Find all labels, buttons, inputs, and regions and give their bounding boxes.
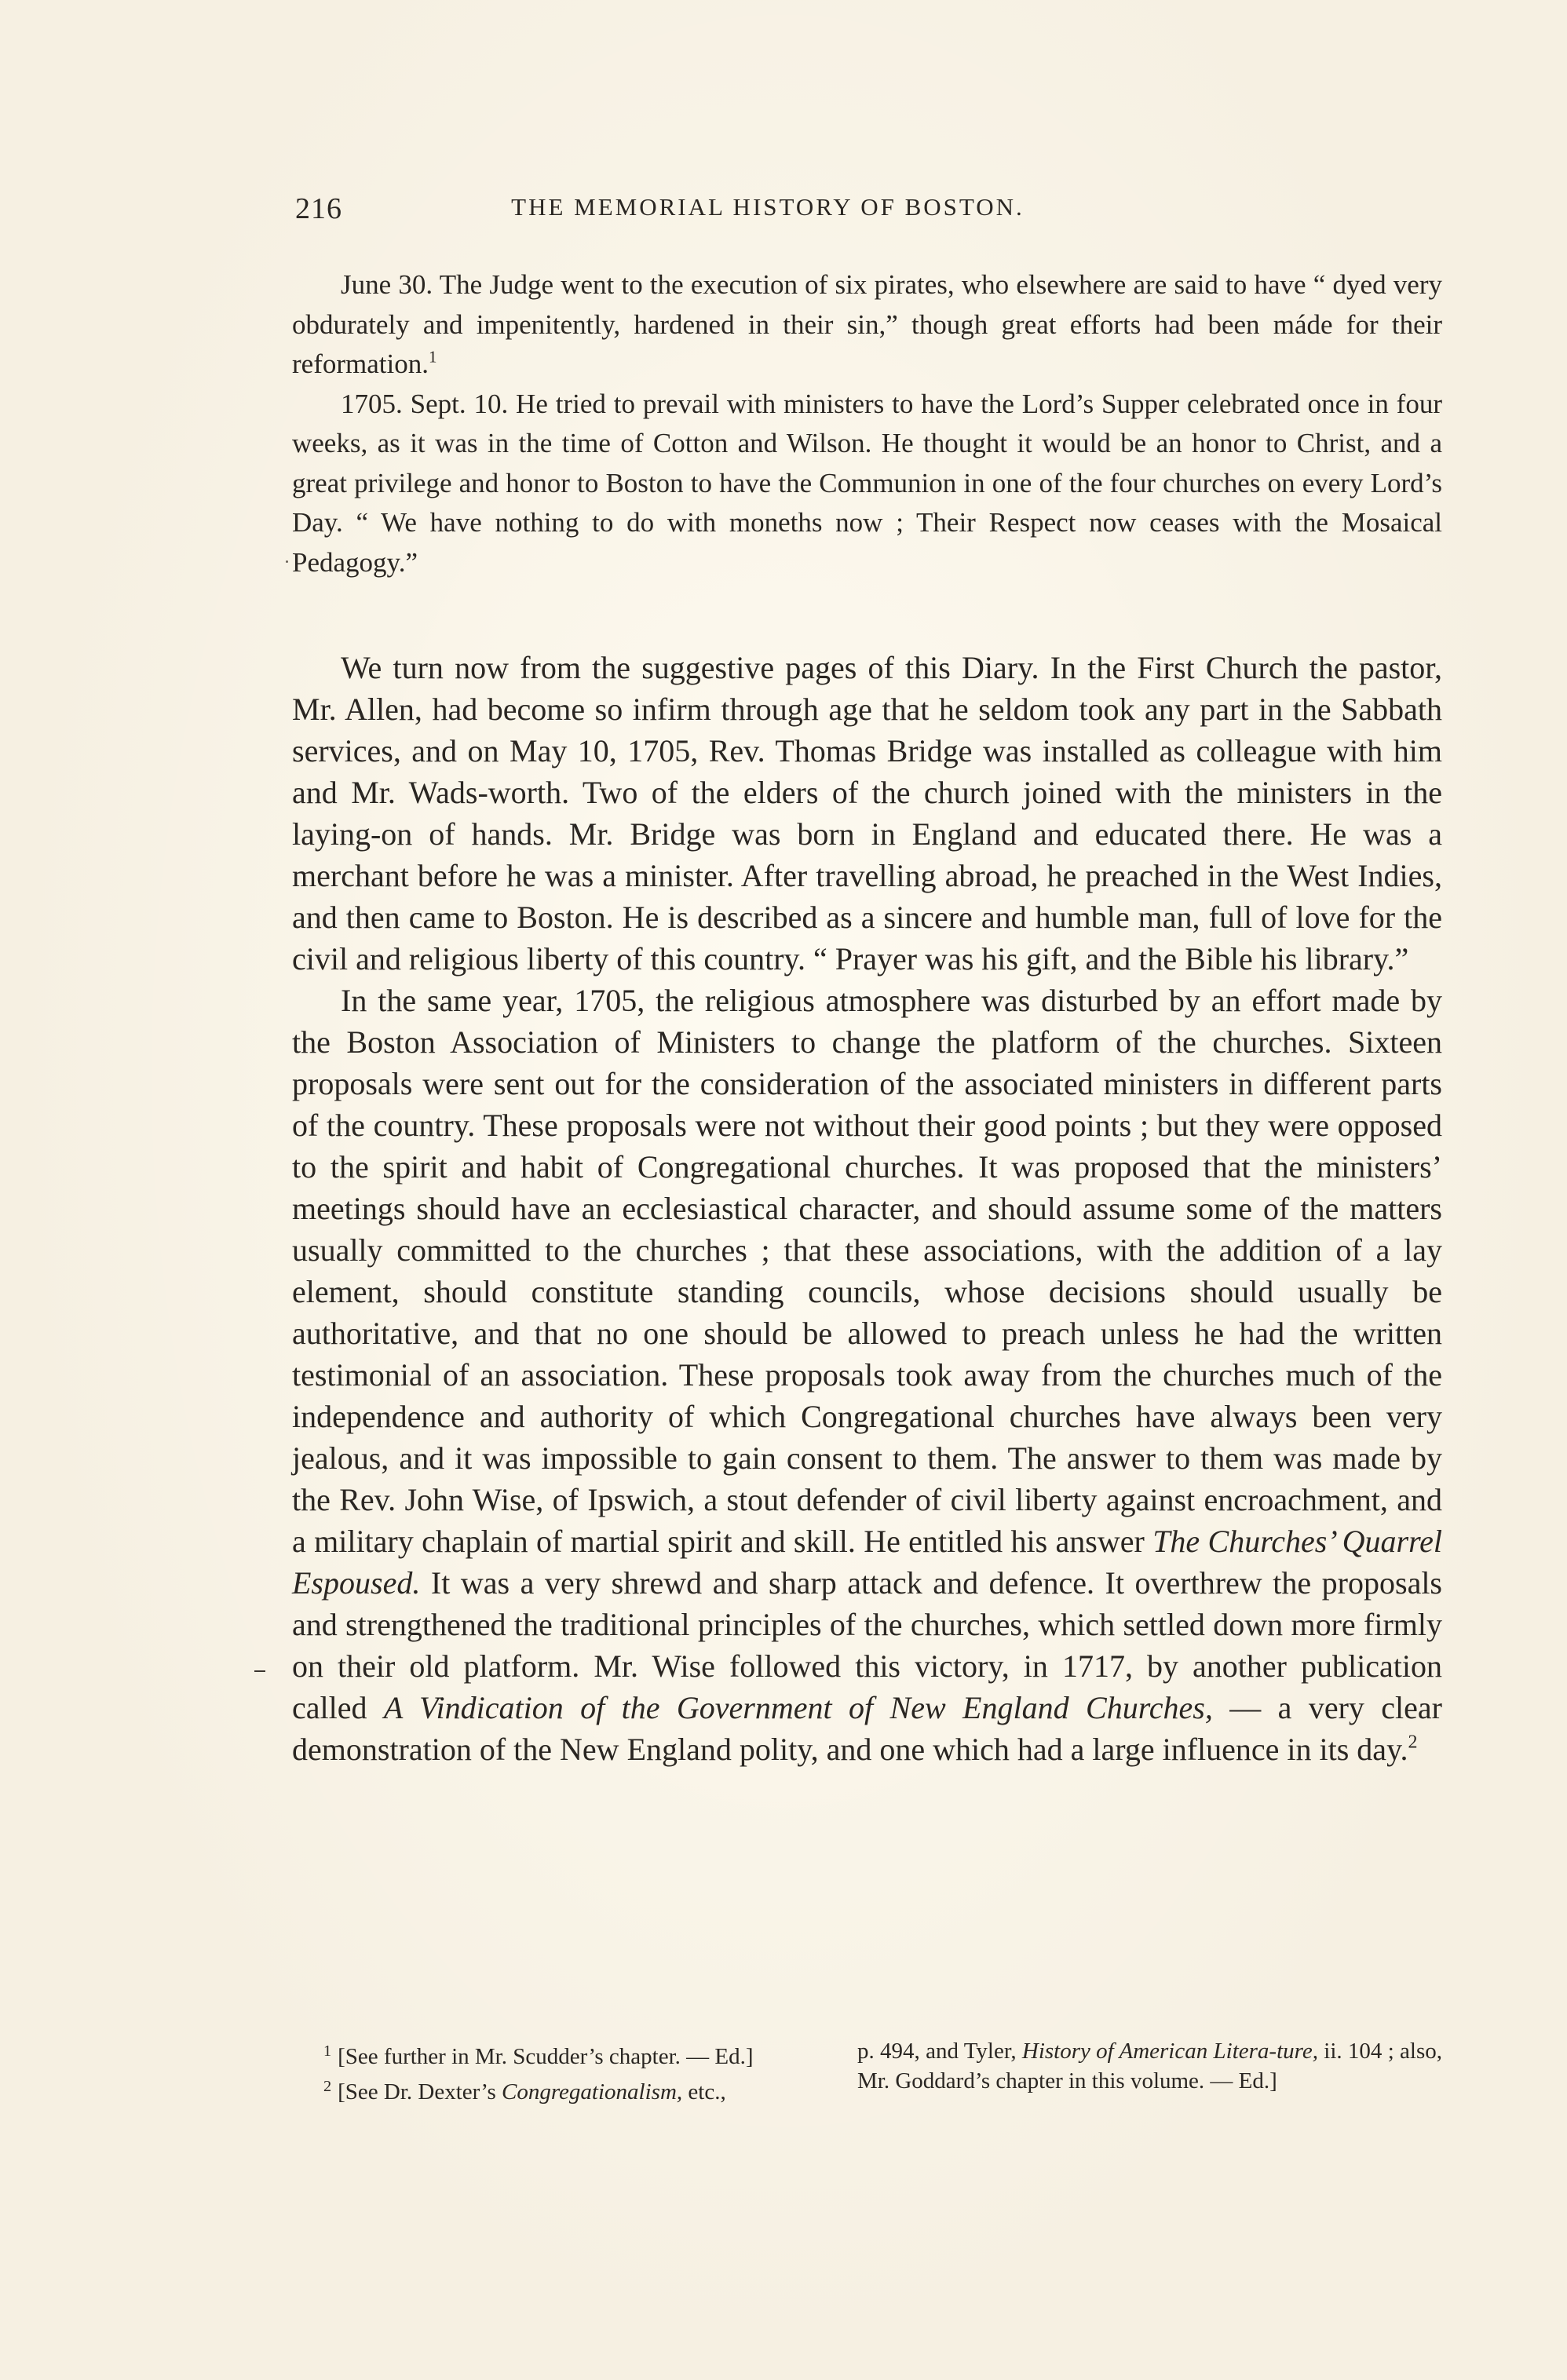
diary-excerpt [292,265,1442,582]
page-header [295,192,1185,235]
footnote-2-post: etc., [688,2079,726,2105]
running-head: THE MEMORIAL HISTORY OF BOSTON. [511,193,1025,221]
paragraph-first-church: We turn now from the suggestive pages of this Diary. In the First Church the pastor, Mr. Allen, had become so infirm through age that he seldom took any part in the Sabbath services, and on May 10, 1705, Rev. Thomas Bridge was installed as colleague with him and Mr. Wads-worth. Two of the elders of the church joined with the ministers in the laying-on of hands. Mr. Bridge was born in England and educated there. He was a merchant before he was a minister. After travelling abroad, he preached in the West Indies, and then came to Boston. He is described as a sincere and humble man, full of love for the civil and religious liberty of this country. “ Prayer was his gift, and the Bible his library.” [292,650,1442,976]
footnotes-left-column [292,2036,834,2107]
footnote-2-cont-mid: ii. 104 ; also, Mr. Goddard’s chapter in this volume. — Ed.] [857,2039,1443,2093]
footnotes-right-column [857,2036,1442,2107]
title-vindication: A Vindication of the Government of New England Churches, [383,1690,1213,1725]
paragraph-association-text-a: In the same year, 1705, the religious atmosphere was disturbed by an effort made by the Boston Association of Ministers to change the platform of the churches. Sixteen proposals were sent out for the consideration of the associated ministers in different parts of the country. These proposals were not without their good points ; but they were opposed to the spirit and habit of Congregational churches. It was proposed that the ministers’ meetings should have an ecclesiastical character, and should assume some of the matters usually committed to the churches ; that these associations, with the addition of a lay element, should constitute standing councils, whose decisions should usually be authoritative, and that no one should be allowed to preach unless he had the written testimonial of an association. These proposals took away from the churches much of the independence and authority of which Congregational churches have always been very jealous, and it was impossible to gain consent to them. The answer to them was made by the Rev. John Wise, of Ipswich, a stout defender of civil liberty against encroachment, and a military chaplain of martial spirit and skill. He entitled his answer [292,983,1442,1559]
footnote-2-cont-pre: p. 494, and Tyler, [857,2039,1017,2064]
footnote-2-marker: 2 [323,2078,332,2096]
paper-speck [286,560,288,563]
footnote-2-title: Congregationalism, [502,2079,683,2105]
paragraph-association [292,980,1442,1770]
diary-entry-1705: 1705. Sept. 10. He tried to prevail with ministers to have the Lord’s Supper celebrated once in four weeks, as it was in the time of Cotton and Wilson. He thought it would be an honor to Christ, and a great privilege and honor to Boston to have the Communion in one of the four churches on every Lord’s Day. “ We have nothing to do with moneths now ; Their Respect now ceases with the Mosaical Pedagogy.” [292,388,1442,578]
margin-mark [254,1670,265,1672]
footnote-ref-2: 2 [1408,1732,1418,1753]
footnote-1-text: [See further in Mr. Scudder’s chapter. — Ed.] [338,2044,754,2070]
footnote-2-pre: [See Dr. Dexter’s [338,2079,496,2105]
main-text [292,647,1442,1770]
footnote-1-marker: 1 [323,2042,332,2060]
diary-entry-june-text: June 30. The Judge went to the execution of six pirates, who elsewhere are said to have “ dyed very obdurately and impenitently, hardened in their sin,” though great efforts had been máde for their reformation. [292,269,1442,379]
footnote-1 [292,2036,834,2072]
title-churches-quarrel: The Churches’ Quarrel Espoused. [292,1524,1443,1601]
paragraph-association-text-c: — a very clear demonstration of the New England polity, and one which had a large influence in its day. [292,1690,1442,1767]
paragraph-association-text-b: It was a very shrewd and sharp attack and defence. It overthrew the proposals and strengthened the traditional principles of the churches, which settled down more firmly on their old platform. Mr. Wise followed this victory, in 1717, by another publication called [292,1565,1443,1725]
footnote-2 [292,2072,834,2107]
diary-entry-june [292,265,1442,385]
footnote-ref-1: 1 [428,347,437,367]
footnote-2-cont-title: History of American Litera-ture, [1021,2039,1318,2064]
page-number: 216 [295,192,342,225]
footnotes [292,2036,1442,2107]
